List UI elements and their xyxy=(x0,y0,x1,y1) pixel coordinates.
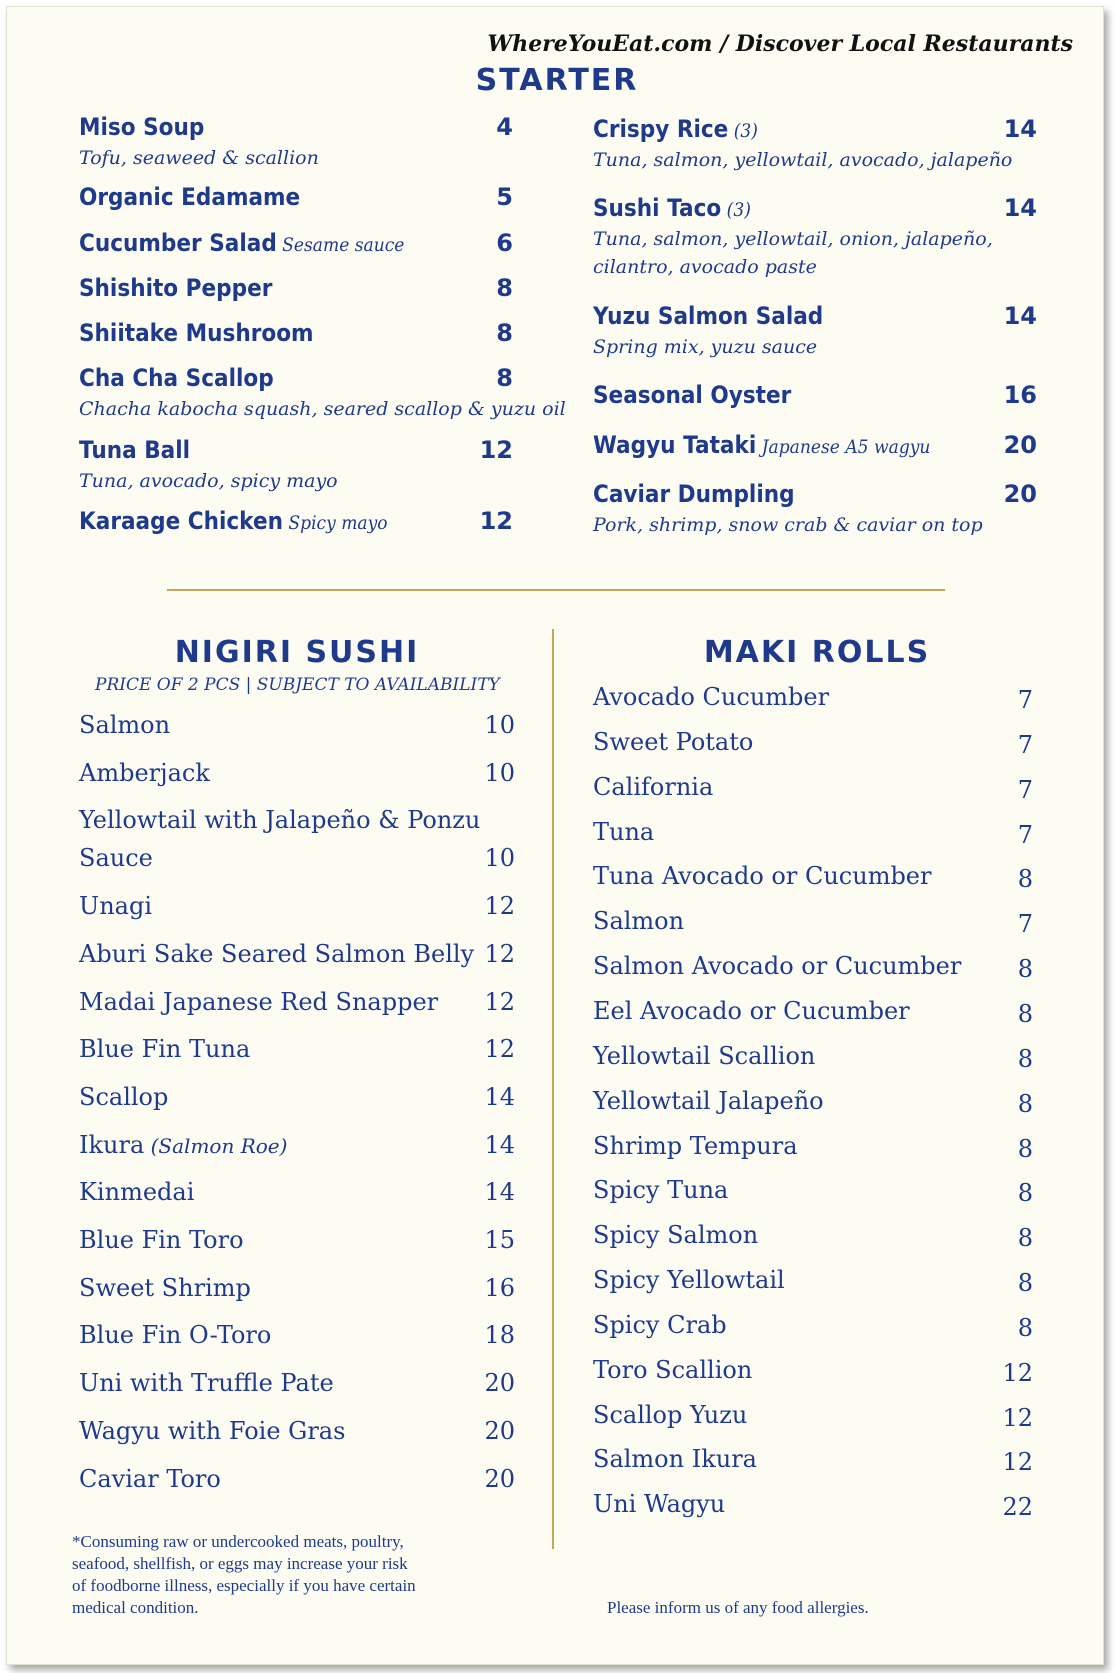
starter-item-note: Spicy mayo xyxy=(288,512,388,534)
maki-item-name: Salmon Avocado or Cucumber xyxy=(593,952,962,981)
nigiri-item-name xyxy=(79,1083,168,1111)
starter-item-description: Pork, shrimp, snow crab & caviar on top xyxy=(593,514,983,536)
nigiri-item-price: 12 xyxy=(484,1035,515,1064)
nigiri-item-name xyxy=(79,1369,334,1397)
maki-item-price: 22 xyxy=(1002,1493,1033,1522)
maki-item-price: 7 xyxy=(1017,910,1033,939)
nigiri-item-label: Kinmedai xyxy=(79,1178,195,1207)
starter-item-name: Wagyu Tataki Japanese A5 wagyu xyxy=(593,431,931,459)
nigiri-item-label: Amberjack xyxy=(79,758,210,787)
maki-item-price: 8 xyxy=(1017,1313,1033,1342)
starter-item-note: Sesame sauce xyxy=(282,234,405,256)
starter-item-description: Tuna, avocado, spicy mayo xyxy=(79,470,338,492)
starter-item-description: Spring mix, yuzu sauce xyxy=(593,336,818,358)
nigiri-item-label: Blue Fin O-Toro xyxy=(79,1321,272,1350)
maki-item-price: 8 xyxy=(1017,865,1033,894)
starter-item-note: Japanese A5 wagyu xyxy=(761,436,931,458)
starter-item-description: Tofu, seaweed & scallion xyxy=(79,147,319,169)
starter-item-name: Shiitake Mushroom xyxy=(79,319,314,347)
starter-title: STARTER xyxy=(475,63,639,98)
starter-item xyxy=(79,113,218,141)
starter-item-description: Chacha kabocha squash, seared scallop & yuzu oil xyxy=(79,398,566,420)
starter-item-name: Shishito Pepper xyxy=(79,274,273,302)
maki-item-name: Spicy Salmon xyxy=(593,1221,759,1250)
starter-item-note: (3) xyxy=(733,120,758,142)
starter-item-description: Tuna, salmon, yellowtail, onion, jalapeño, xyxy=(593,228,993,250)
nigiri-item-price: 10 xyxy=(484,758,515,787)
nigiri-item-price: 20 xyxy=(484,1416,515,1445)
starter-item-price: 14 xyxy=(1003,194,1037,222)
maki-item-name: Avocado Cucumber xyxy=(593,683,830,711)
nigiri-item-name xyxy=(79,1226,244,1254)
nigiri-item-name xyxy=(79,1035,250,1063)
starter-item-name: Miso Soup xyxy=(79,113,205,141)
maki-item-price: 8 xyxy=(1017,999,1033,1028)
vertical-divider xyxy=(552,629,554,1549)
starter-item xyxy=(79,436,202,464)
maki-item-price: 7 xyxy=(1017,730,1033,759)
maki-item-name: Spicy Tuna xyxy=(593,1176,729,1205)
maki-item-price: 7 xyxy=(1017,775,1033,804)
starter-item-description: Tuna, salmon, yellowtail, avocado, jalapeño xyxy=(593,149,1013,171)
footnote-line: medical condition. xyxy=(72,1598,199,1617)
maki-item-price: 7 xyxy=(1017,686,1033,714)
maki-item-name: Salmon xyxy=(593,907,685,936)
nigiri-item-name xyxy=(79,940,474,968)
maki-item-price: 8 xyxy=(1017,1179,1033,1208)
nigiri-item-price: 20 xyxy=(484,1369,515,1398)
nigiri-item-note: (Salmon Roe) xyxy=(144,1133,288,1158)
nigiri-item-price: 12 xyxy=(484,939,515,968)
starter-item-price: 16 xyxy=(1003,381,1037,409)
starter-item xyxy=(593,115,776,143)
starter-item-price: 8 xyxy=(496,364,513,392)
nigiri-item-label: Scallop xyxy=(79,1082,169,1111)
nigiri-item-price: 10 xyxy=(484,844,515,873)
nigiri-item-price: 20 xyxy=(484,1464,515,1493)
nigiri-item-name xyxy=(79,1417,345,1445)
footnote-line: *Consuming raw or undercooked meats, poultry, xyxy=(72,1532,404,1551)
starter-item-price: 5 xyxy=(496,183,513,211)
nigiri-item-name xyxy=(79,806,480,834)
nigiri-item-name xyxy=(79,1131,287,1159)
nigiri-item-name xyxy=(79,1465,221,1493)
maki-title: MAKI ROLLS xyxy=(703,635,931,670)
starter-item-name: Yuzu Salmon Salad xyxy=(593,302,824,330)
starter-item xyxy=(79,507,422,535)
nigiri-item-price: 16 xyxy=(484,1273,515,1302)
maki-item-name: Sweet Potato xyxy=(593,727,754,756)
starter-item xyxy=(79,229,441,257)
starter-item-name: Organic Edamame xyxy=(79,183,301,211)
starter-item xyxy=(593,381,813,409)
starter-item-price: 12 xyxy=(479,507,513,535)
starter-item-note: (3) xyxy=(726,199,751,221)
starter-item xyxy=(79,183,325,211)
starter-item-price: 12 xyxy=(479,436,513,464)
maki-item-name: Yellowtail Scallion xyxy=(593,1041,816,1070)
starter-item-description: cilantro, avocado paste xyxy=(593,256,817,278)
nigiri-item-name xyxy=(79,1178,194,1206)
nigiri-item-price: 12 xyxy=(484,892,515,921)
starter-item xyxy=(593,194,768,222)
nigiri-item-name xyxy=(79,1321,271,1349)
starter-item-name: Karaage Chicken Spicy mayo xyxy=(79,507,388,535)
maki-item-name: Tuna Avocado or Cucumber xyxy=(593,862,932,891)
footnote-line: of foodborne illness, especially if you have certain xyxy=(72,1576,416,1595)
maki-item-price: 7 xyxy=(1017,820,1033,849)
nigiri-item-label: Yellowtail with Jalapeño & Ponzu xyxy=(79,806,481,835)
starter-item-price: 14 xyxy=(1003,115,1037,143)
starter-item xyxy=(593,431,968,459)
nigiri-item-price: 15 xyxy=(484,1226,515,1254)
starter-item-name: Caviar Dumpling xyxy=(593,480,795,508)
starter-item-price: 20 xyxy=(1003,480,1037,508)
nigiri-item-label: Blue Fin Tuna xyxy=(79,1035,251,1064)
raw-food-footnote xyxy=(72,1531,416,1619)
starter-item-price: 8 xyxy=(496,274,513,302)
starter-item-price: 4 xyxy=(496,113,513,141)
maki-item-name: Uni Wagyu xyxy=(593,1490,726,1519)
starter-item-name: Tuna Ball xyxy=(79,436,191,464)
maki-item-name: Toro Scallion xyxy=(593,1355,753,1384)
nigiri-item-name xyxy=(79,711,170,739)
starter-item-price: 20 xyxy=(1003,431,1037,459)
maki-item-name: Salmon Ikura xyxy=(593,1445,757,1474)
nigiri-item-label: Caviar Toro xyxy=(79,1464,221,1493)
nigiri-item-label: Sweet Shrimp xyxy=(79,1273,251,1302)
starter-item-price: 6 xyxy=(496,229,513,257)
maki-item-name: Eel Avocado or Cucumber xyxy=(593,996,910,1025)
maki-item-price: 8 xyxy=(1017,1044,1033,1073)
maki-item-name: California xyxy=(593,772,714,801)
maki-item-name: Scallop Yuzu xyxy=(593,1400,748,1429)
maki-item-price: 12 xyxy=(1002,1448,1033,1477)
maki-item-price: 8 xyxy=(1017,1089,1033,1118)
maki-item-price: 12 xyxy=(1002,1403,1033,1432)
nigiri-item-price: 14 xyxy=(484,1130,515,1159)
watermark: WhereYouEat.com / Discover Local Restaurants xyxy=(487,31,1073,57)
nigiri-item-name: Sauce xyxy=(79,844,153,873)
starter-item-name: Seasonal Oyster xyxy=(593,381,792,409)
starter-item xyxy=(593,302,849,330)
allergy-note: Please inform us of any food allergies. xyxy=(607,1598,869,1617)
nigiri-item-label: Unagi xyxy=(79,892,153,921)
nigiri-item-name xyxy=(79,1274,251,1302)
nigiri-item-label: Blue Fin Toro xyxy=(79,1226,244,1254)
footnote-line: seafood, shellfish, or eggs may increase your risk xyxy=(72,1554,408,1573)
maki-item-name: Spicy Crab xyxy=(593,1310,727,1339)
starter-item-name: Sushi Taco (3) xyxy=(593,194,751,222)
nigiri-item-label: Aburi Sake Seared Salmon Belly xyxy=(79,939,475,968)
maki-item-price: 8 xyxy=(1017,955,1033,984)
starter-item xyxy=(79,319,340,347)
nigiri-subtitle: PRICE OF 2 PCS | SUBJECT TO AVAILABILITY xyxy=(95,675,500,695)
nigiri-item-name xyxy=(79,759,210,787)
maki-item-name: Tuna xyxy=(593,817,655,846)
nigiri-item-price: 14 xyxy=(484,1082,515,1111)
nigiri-item-price: 10 xyxy=(484,711,515,739)
maki-item-price: 12 xyxy=(1002,1358,1033,1387)
starter-item-name: Cucumber Salad Sesame sauce xyxy=(79,229,405,257)
nigiri-title: NIGIRI SUSHI xyxy=(174,635,420,670)
nigiri-item-price: 14 xyxy=(484,1178,515,1207)
nigiri-item-name xyxy=(79,988,438,1016)
maki-item-price: 8 xyxy=(1017,1134,1033,1163)
horizontal-divider xyxy=(167,589,945,591)
nigiri-item-label: Ikura xyxy=(79,1130,145,1159)
nigiri-item-label: Uni with Truffle Pate xyxy=(79,1369,334,1398)
maki-item-name: Spicy Yellowtail xyxy=(593,1266,785,1295)
nigiri-item-label: Madai Japanese Red Snapper xyxy=(79,987,439,1016)
maki-item-name: Shrimp Tempura xyxy=(593,1131,798,1160)
maki-item-price: 8 xyxy=(1017,1224,1033,1253)
maki-item-price: 8 xyxy=(1017,1269,1033,1298)
nigiri-item-name xyxy=(79,892,152,920)
starter-item xyxy=(79,364,295,392)
starter-item xyxy=(79,274,294,302)
nigiri-item-price: 18 xyxy=(484,1321,515,1350)
starter-item-price: 8 xyxy=(496,319,513,347)
starter-item-price: 14 xyxy=(1003,302,1037,330)
nigiri-item-price: 12 xyxy=(484,987,515,1016)
maki-item-name: Yellowtail Jalapeño xyxy=(593,1086,824,1115)
nigiri-item-label: Wagyu with Foie Gras xyxy=(79,1416,346,1445)
starter-item-name: Crispy Rice (3) xyxy=(593,115,758,143)
nigiri-item-label: Salmon xyxy=(79,711,171,739)
menu-page xyxy=(6,6,1104,1665)
starter-item xyxy=(593,480,817,508)
starter-item-name: Cha Cha Scallop xyxy=(79,364,274,392)
